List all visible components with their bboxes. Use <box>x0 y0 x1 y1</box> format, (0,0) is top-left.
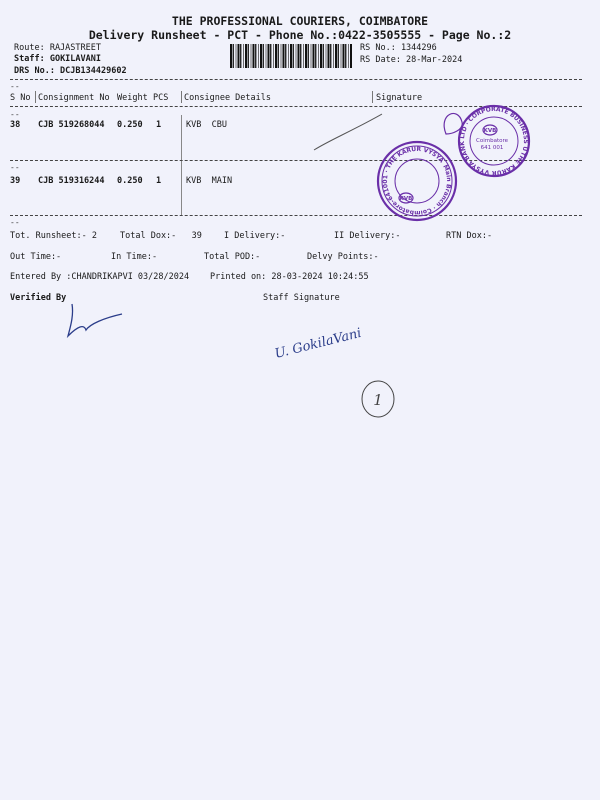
row-consignment: CJB 519316244 <box>38 176 105 186</box>
col-signature: Signature <box>376 93 423 103</box>
barcode-bar <box>230 44 232 68</box>
i-delivery: I Delivery:- <box>224 231 286 241</box>
col-weight: Weight <box>117 93 148 103</box>
col-consignee: Consignee Details <box>184 93 271 103</box>
barcode-bar <box>315 44 316 68</box>
ii-delivery: II Delivery:- <box>334 231 401 241</box>
right-stamp-ring-text: THE KARUR VYSYA BANK LTD · CORPORATE BUSINESS UNIT <box>458 105 530 177</box>
col-consignment: Consignment No <box>38 93 110 103</box>
circled-page-number <box>358 378 398 420</box>
barcode-bar <box>313 44 315 68</box>
drs-number: DRS No.: DCJB134429602 <box>14 66 127 76</box>
col-sno: S No <box>10 93 31 103</box>
barcode-bar <box>245 44 247 68</box>
tot-runsheet: Tot. Runsheet:- 2 <box>10 231 97 241</box>
row-consignee: KVB MAIN <box>186 176 233 186</box>
staff-label: Staff: <box>14 54 50 64</box>
barcode-bar <box>240 44 241 68</box>
barcode-bar <box>255 44 256 68</box>
rs-date: RS Date: 28-Mar-2024 <box>360 55 463 65</box>
out-time: Out Time:- <box>10 252 62 262</box>
barcode-bar <box>248 44 249 68</box>
barcode-bar <box>233 44 234 68</box>
barcode-bar <box>323 44 324 68</box>
staff-line <box>14 54 101 64</box>
barcode-bar <box>348 44 349 68</box>
barcode-bar <box>266 44 267 68</box>
barcode-bar <box>263 44 264 68</box>
divider <box>10 215 582 216</box>
printed-on: Printed on: 28-03-2024 10:24:55 <box>210 272 369 282</box>
barcode-bar <box>238 44 240 68</box>
verified-by: Verified By <box>10 293 67 303</box>
barcode-bar <box>330 44 331 68</box>
total-dox: Total Dox:- 39 <box>120 231 202 241</box>
dash-marker: -- <box>10 110 20 119</box>
row-sno: 39 <box>10 176 21 186</box>
barcode-bar <box>268 44 270 68</box>
col-sep <box>181 168 182 216</box>
barcode-bar <box>253 44 255 68</box>
row-weight: 0.250 <box>117 120 143 130</box>
left-stamp-ring-text: Main Branch · Coimbatore-641001 · THE KARUR VYSYA <box>381 145 453 217</box>
barcode-bar <box>350 44 352 68</box>
staff-signature-label: Staff Signature <box>263 293 340 303</box>
rtn-dox: RTN Dox:- <box>446 231 493 241</box>
row-consignment: CJB 519268044 <box>38 120 105 130</box>
right-stamp-center-1: KVB <box>483 128 497 134</box>
row-weight: 0.250 <box>117 176 143 186</box>
barcode-bar <box>288 44 289 68</box>
dash-marker: -- <box>10 218 20 227</box>
verified-signature <box>60 296 130 346</box>
barcode-bar <box>320 44 322 68</box>
barcode-bar <box>305 44 307 68</box>
barcode-bar <box>273 44 274 68</box>
barcode-bar <box>303 44 304 68</box>
staff-handwritten-signature <box>270 316 400 366</box>
left-stamp-center: KVB <box>399 196 413 202</box>
delvy-points: Delvy Points:- <box>307 252 379 262</box>
right-stamp-center-3: 641 001 <box>480 145 504 151</box>
barcode-bar <box>326 44 327 68</box>
dash-marker: -- <box>10 163 20 172</box>
barcode-bar <box>293 44 294 68</box>
company-title: THE PROFESSIONAL COURIERS, COIMBATORE <box>171 14 429 28</box>
barcode-bar <box>283 44 285 68</box>
barcode-bar <box>275 44 277 68</box>
barcode-bar <box>341 44 342 68</box>
barcode-bar <box>281 44 282 68</box>
barcode-bar <box>345 44 346 68</box>
barcode-bar <box>311 44 312 68</box>
row-consignee: KVB CBU <box>186 120 227 130</box>
dash-marker: -- <box>10 82 20 91</box>
in-time: In Time:- <box>111 252 158 262</box>
entered-by: Entered By :CHANDRIKAPVI 03/28/2024 <box>10 272 190 282</box>
barcode-bar <box>258 44 259 68</box>
barcode-bar <box>338 44 339 68</box>
right-stamp-center-2: Coimbatore <box>476 138 508 144</box>
barcode-bar <box>300 44 301 68</box>
bank-stamp-right <box>428 104 544 178</box>
barcode-bar <box>270 44 271 68</box>
route-text: Route: RAJASTREET <box>14 43 101 53</box>
barcode-bar <box>335 44 337 68</box>
circled-number-text: 1 <box>373 391 383 409</box>
barcode-bar <box>333 44 334 68</box>
barcode-bar <box>296 44 297 68</box>
barcode-bar <box>328 44 330 68</box>
barcode-bar <box>298 44 300 68</box>
barcode-bar <box>243 44 244 68</box>
row-pcs: 1 <box>156 176 162 186</box>
col-sep <box>181 91 182 103</box>
barcode-bar <box>236 44 237 68</box>
barcode-bar <box>260 44 262 68</box>
barcode-bar <box>251 44 252 68</box>
barcode-bar <box>290 44 292 68</box>
staff-value: GOKILAVANI <box>49 54 102 64</box>
col-sep <box>181 115 182 170</box>
barcode-bar <box>308 44 309 68</box>
row-pcs: 1 <box>156 120 162 130</box>
barcode-bar <box>278 44 279 68</box>
divider <box>10 79 582 80</box>
barcode-bar <box>343 44 345 68</box>
col-sep <box>372 91 373 103</box>
col-pcs: PCS <box>153 93 169 103</box>
col-sep <box>35 91 36 103</box>
total-pod: Total POD:- <box>204 252 261 262</box>
barcode <box>230 44 352 68</box>
rs-number: RS No.: 1344296 <box>360 43 437 53</box>
row-sno: 38 <box>10 120 21 130</box>
barcode-bar <box>318 44 319 68</box>
runsheet-subtitle: Delivery Runsheet - PCT - Phone No.:0422-3505555 - Page No.:2 <box>88 28 512 42</box>
barcode-bar <box>285 44 286 68</box>
staff-handwritten-name: U. GokilaVani <box>273 325 364 362</box>
